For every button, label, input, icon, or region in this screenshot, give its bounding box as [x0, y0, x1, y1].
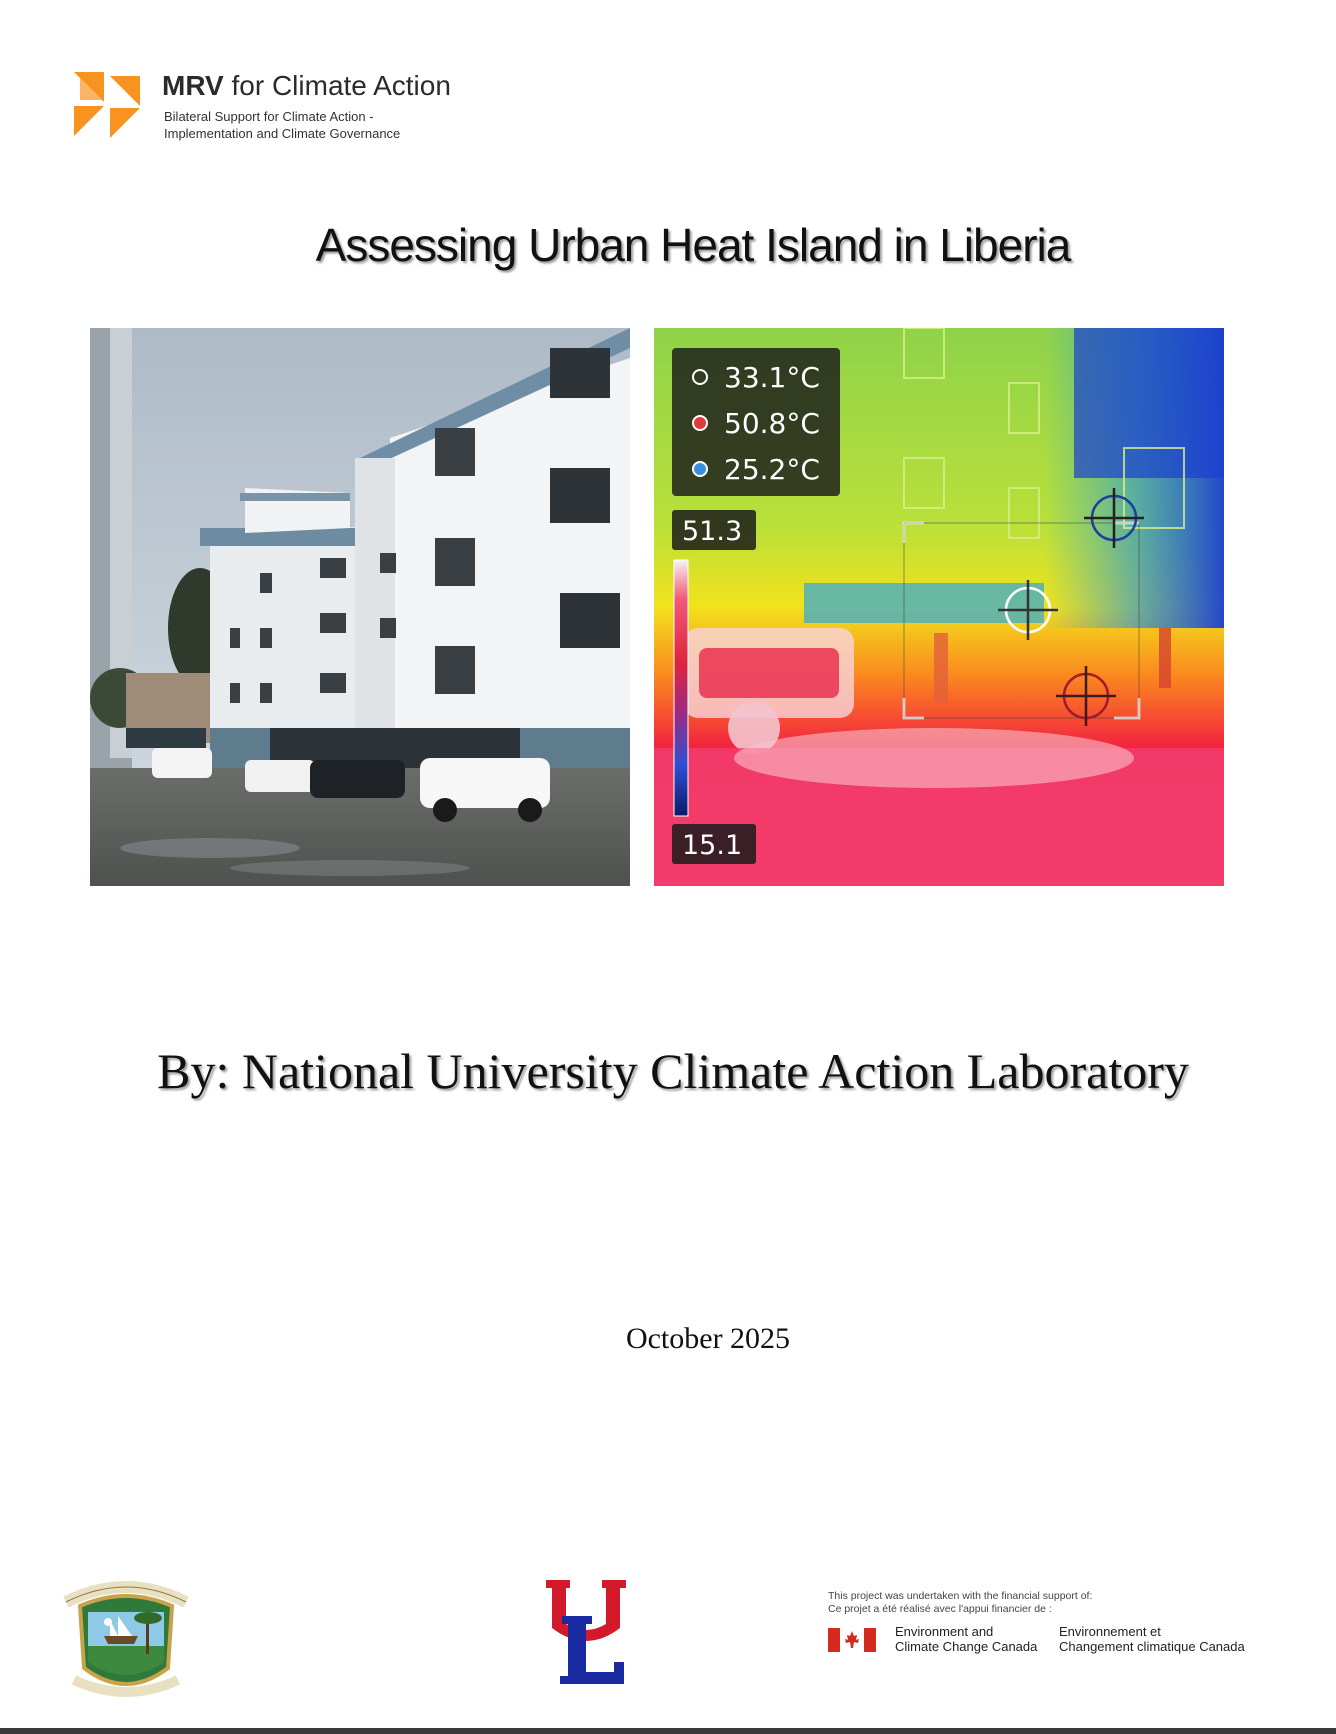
scale-min-label: 15.1 — [682, 830, 743, 861]
reading-max: 50.8°C — [724, 407, 820, 440]
scale-max-label: 51.3 — [682, 516, 743, 547]
reading-center: 33.1°C — [724, 361, 820, 394]
canada-flag-icon — [828, 1628, 876, 1652]
funding-text-fr: Ce projet a été réalisé avec l'appui financier de : — [828, 1603, 1052, 1615]
brand-title: MRV for Climate Action — [162, 70, 451, 101]
university-of-liberia-ul-logo — [540, 1580, 632, 1686]
agency-name-fr: Environnement et Changement climatique Canada — [1059, 1624, 1245, 1654]
funding-text-en: This project was undertaken with the financial support of: — [828, 1590, 1093, 1602]
reading-min: 25.2°C — [724, 453, 820, 486]
agency-name-en: Environment and Climate Change Canada — [895, 1624, 1038, 1654]
page-bottom-border — [0, 1728, 1336, 1734]
document-title: Assessing Urban Heat Island in Liberia — [315, 219, 1071, 271]
thermal-image — [654, 328, 1224, 886]
brand-subtitle: Bilateral Support for Climate Action - Implementation and Climate Governance — [164, 109, 401, 141]
building-photo — [90, 328, 630, 886]
republic-of-liberia-seal — [60, 1572, 192, 1704]
publication-date: October 2025 — [625, 1322, 791, 1355]
author-line: By: National University Climate Action Laboratory — [157, 1043, 1189, 1099]
mrv-arrows-icon — [74, 72, 144, 140]
funding-acknowledgement — [828, 1590, 1288, 1654]
